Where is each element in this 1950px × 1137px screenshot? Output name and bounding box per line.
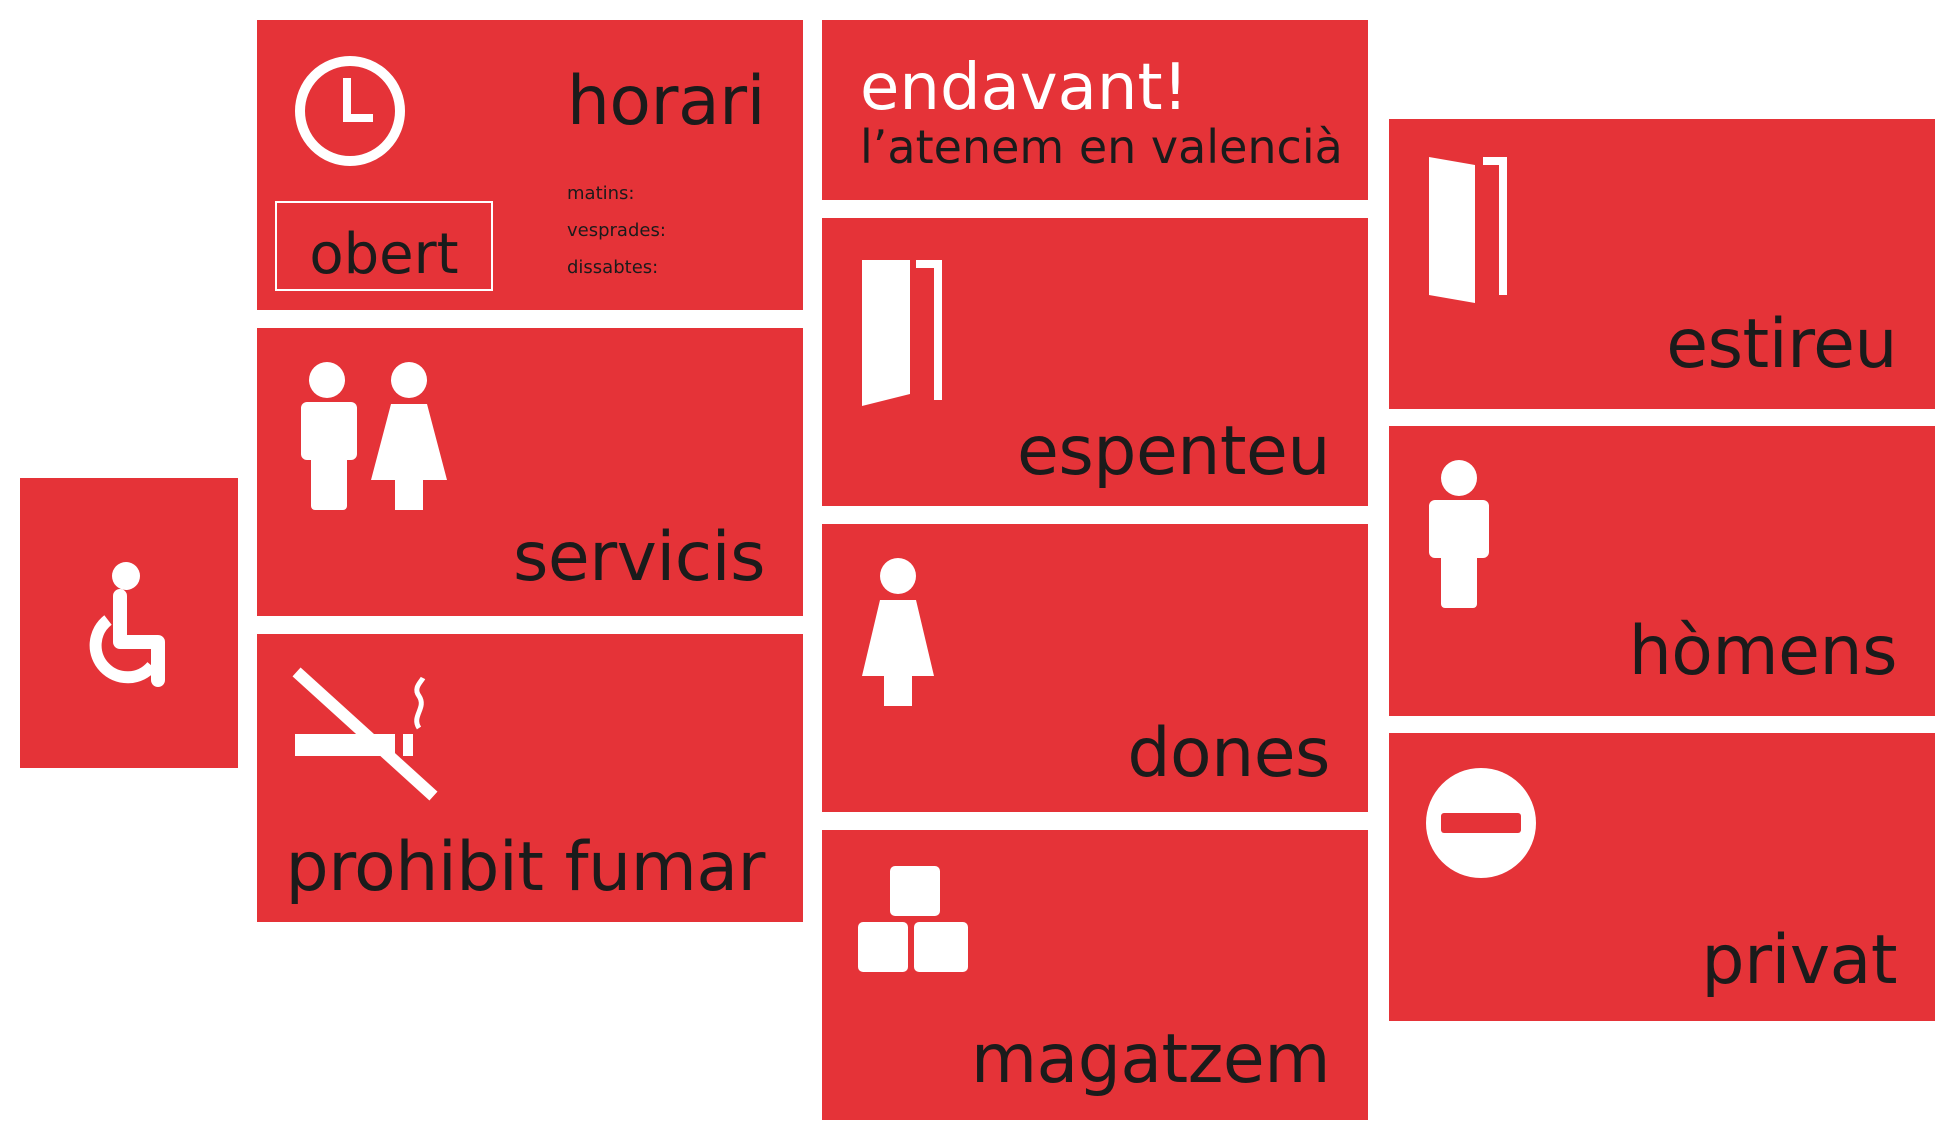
magatzem-sign xyxy=(822,830,1368,1120)
no-entry-icon xyxy=(1425,767,1537,879)
privat-label: privat xyxy=(1701,921,1897,1000)
toilets-icon xyxy=(293,362,453,512)
no-smoking-label: prohibit fumar xyxy=(285,828,765,907)
espenteu-sign xyxy=(822,218,1368,506)
horari-title: horari xyxy=(566,62,765,141)
no-smoking-sign xyxy=(257,634,803,922)
door-pull-icon xyxy=(1425,153,1515,303)
servicis-sign xyxy=(257,328,803,616)
endavant-sign xyxy=(822,20,1368,200)
wheelchair-icon xyxy=(78,558,188,688)
dones-label: dones xyxy=(1127,714,1330,793)
status-label: obert xyxy=(309,222,459,287)
estireu-sign xyxy=(1389,119,1935,409)
status-box xyxy=(275,201,493,291)
endavant-subtitle: l’atenem en valencià xyxy=(860,120,1343,174)
estireu-label: estireu xyxy=(1666,305,1897,384)
dones-sign xyxy=(822,524,1368,812)
privat-sign xyxy=(1389,733,1935,1021)
woman-icon xyxy=(858,558,938,708)
accessibility-sign xyxy=(20,478,238,768)
homens-label: hòmens xyxy=(1628,612,1897,691)
hours-saturdays: dissabtes: xyxy=(567,257,659,278)
man-icon xyxy=(1425,460,1495,610)
espenteu-label: espenteu xyxy=(1017,412,1330,491)
door-push-icon xyxy=(858,256,948,406)
boxes-icon xyxy=(858,866,970,978)
clock-icon xyxy=(293,54,407,168)
magatzem-label: magatzem xyxy=(970,1020,1330,1099)
no-smoking-icon xyxy=(293,668,433,798)
hours-mornings: matins: xyxy=(567,183,635,204)
homens-sign xyxy=(1389,426,1935,716)
horari-sign xyxy=(257,20,803,310)
servicis-label: servicis xyxy=(512,518,765,597)
hours-evenings: vesprades: xyxy=(567,220,666,241)
endavant-title: endavant! xyxy=(860,51,1189,125)
